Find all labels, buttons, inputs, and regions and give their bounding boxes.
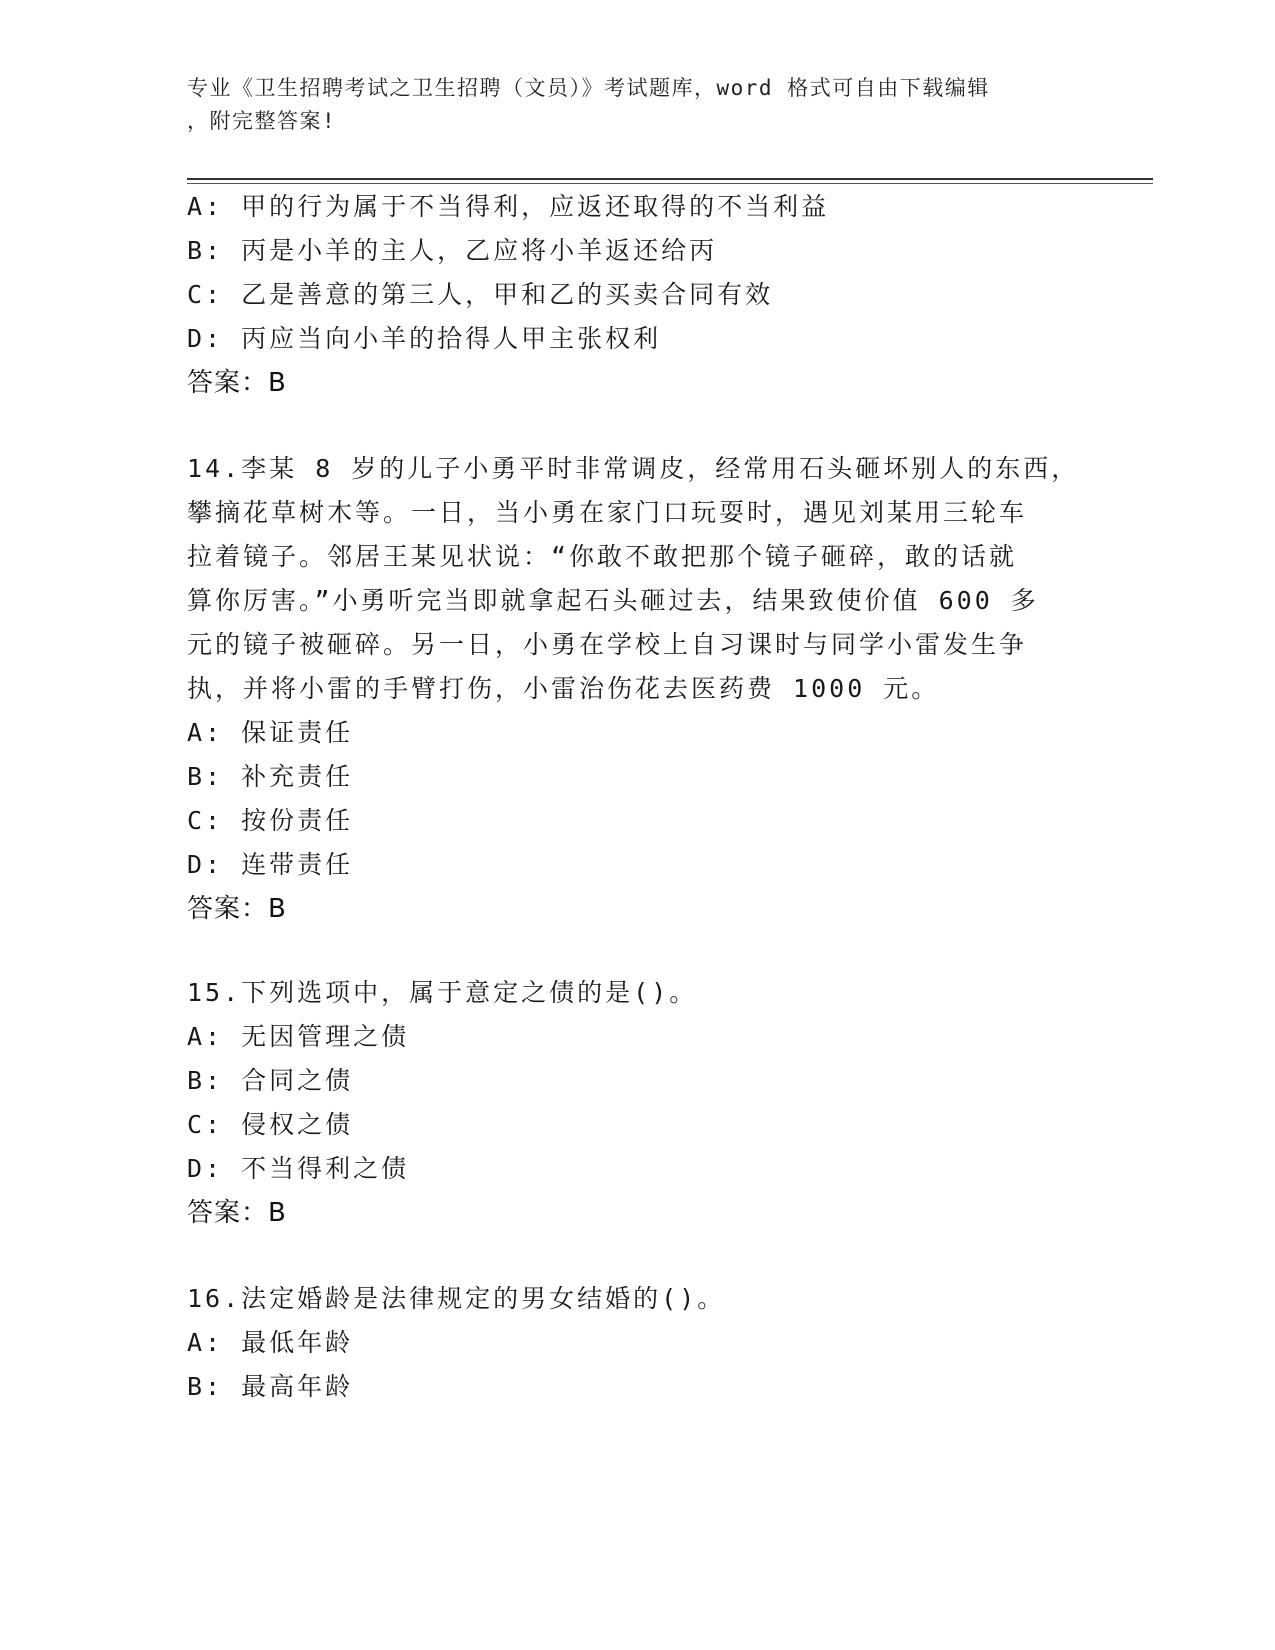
header-line-1: 专业《卫生招聘考试之卫生招聘（文员）》考试题库，word 格式可自由下载编辑 bbox=[187, 76, 990, 100]
q14-stem-line-5: 元的镜子被砸碎。另一日，小勇在学校上自习课时与同学小雷发生争 bbox=[187, 630, 1028, 659]
q14-stem-line-3: 拉着镜子。邻居王某见状说：“你敢不敢把那个镜子砸碎，敢的话就 bbox=[187, 542, 1018, 571]
q14-stem-line-6: 执，并将小雷的手臂打伤，小雷治伤花去医药费 1000 元。 bbox=[187, 674, 940, 703]
header-line-2: ，附完整答案! bbox=[187, 109, 337, 133]
q14-option-a: A: 保证责任 bbox=[187, 718, 354, 747]
q16-option-a: A: 最低年龄 bbox=[187, 1328, 354, 1357]
q16-option-b: B: 最高年龄 bbox=[187, 1372, 354, 1401]
q14-stem-line-2: 攀摘花草树木等。一日，当小勇在家门口玩耍时，遇见刘某用三轮车 bbox=[187, 498, 1028, 527]
header-divider-thin bbox=[187, 183, 1153, 184]
q13-option-a: A: 甲的行为属于不当得利，应返还取得的不当利益 bbox=[187, 192, 830, 221]
q15-answer: 答案：B bbox=[187, 1198, 287, 1228]
q15-option-b: B: 合同之债 bbox=[187, 1066, 354, 1095]
q14-option-d: D: 连带责任 bbox=[187, 850, 354, 879]
q15-option-c: C: 侵权之债 bbox=[187, 1110, 354, 1139]
document-header bbox=[187, 72, 1087, 138]
header-divider-thick bbox=[187, 178, 1153, 180]
q13-option-b: B: 丙是小羊的主人，乙应将小羊返还给丙 bbox=[187, 236, 718, 265]
q13-option-c: C: 乙是善意的第三人，甲和乙的买卖合同有效 bbox=[187, 280, 774, 309]
q14-answer: 答案：B bbox=[187, 894, 287, 924]
q15-stem: 15.下列选项中，属于意定之债的是()。 bbox=[187, 978, 698, 1007]
q15-option-d: D: 不当得利之债 bbox=[187, 1154, 410, 1183]
q15-option-a: A: 无因管理之债 bbox=[187, 1022, 410, 1051]
q14-option-c: C: 按份责任 bbox=[187, 806, 354, 835]
q14-stem-line-4: 算你厉害。”小勇听完当即就拿起石头砸过去，结果致使价值 600 多 bbox=[187, 586, 1039, 615]
q14-option-b: B: 补充责任 bbox=[187, 762, 354, 791]
q14-stem-line-1: 14.李某 8 岁的儿子小勇平时非常调皮，经常用石头砸坏别人的东西， bbox=[187, 454, 1080, 483]
q13-option-d: D: 丙应当向小羊的拾得人甲主张权利 bbox=[187, 324, 662, 353]
q13-answer: 答案：B bbox=[187, 368, 287, 398]
q16-stem: 16.法定婚龄是法律规定的男女结婚的()。 bbox=[187, 1284, 726, 1313]
